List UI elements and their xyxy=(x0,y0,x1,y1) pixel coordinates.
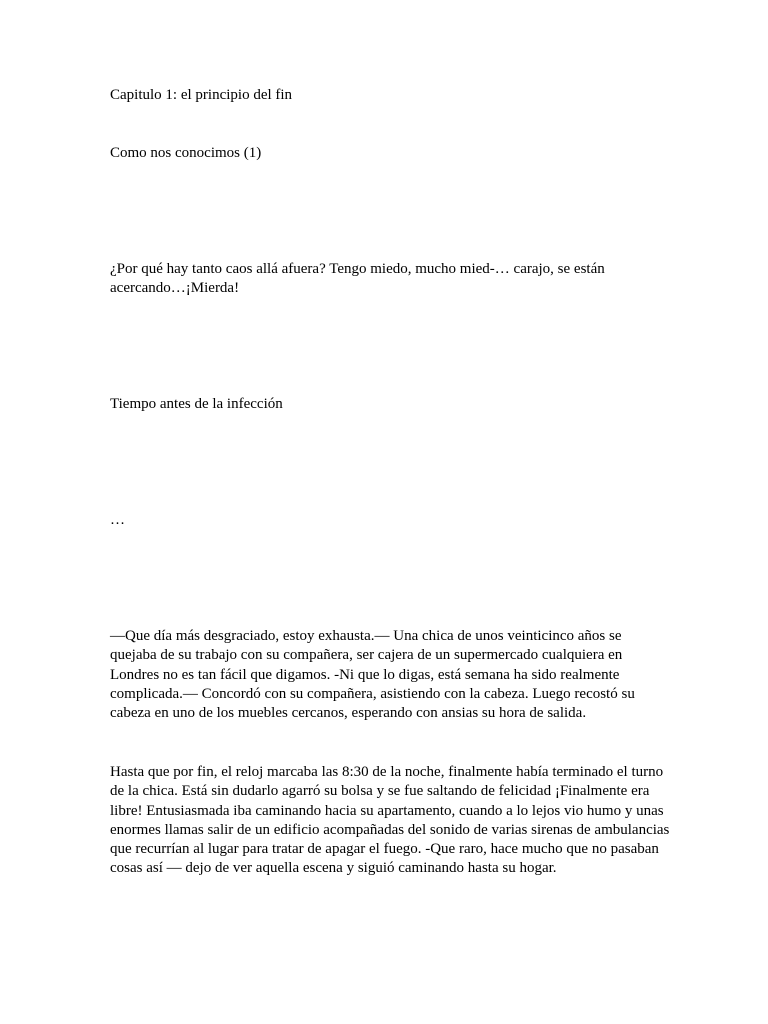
paragraph-ellipsis: … xyxy=(110,512,125,528)
section-title: Como nos conocimos (1) xyxy=(110,145,262,161)
paragraph-dialog: —Que día más desgraciado, estoy exhausta.— Una chica de unos veinticinco años se quejaba de su trabajo con su compañera, ser cajera de un supermercado cualquiera en Londres no es tan fácil que digamos. -Ni que lo digas, está semana ha sido realmente complicada.— Concordó con su compañera, asistiendo con la cabeza. Luego recostó su cabeza en uno de los muebles cercanos, esperando con ansias su hora de salida. xyxy=(110,628,635,722)
paragraph-fear: ¿Por qué hay tanto caos allá afuera? Tengo miedo, mucho mied-… carajo, se están acercando…¡Mierda! xyxy=(110,261,605,297)
paragraph-final: Hasta que por fin, el reloj marcaba las 8:30 de la noche, finalmente había terminado el turno de la chica. Está sin dudarlo agarró su bolsa y se fue saltando de felicidad ¡Finalmente era libre! Entusiasmada iba caminando hacia su apartamento, cuando a lo lejos vio humo y unas enormes llamas salir de un edificio acompañadas del sonido de varias sirenas de ambulancias que recurrían al lugar para tratar de apagar el fuego. -Que raro, hace mucho que no pasaban cosas así — dejo de ver aquella escena y siguió caminando hasta su hogar. xyxy=(110,764,670,877)
chapter-title: Capitulo 1: el principio del fin xyxy=(110,87,293,103)
paragraph-time-before: Tiempo antes de la infección xyxy=(110,396,283,412)
